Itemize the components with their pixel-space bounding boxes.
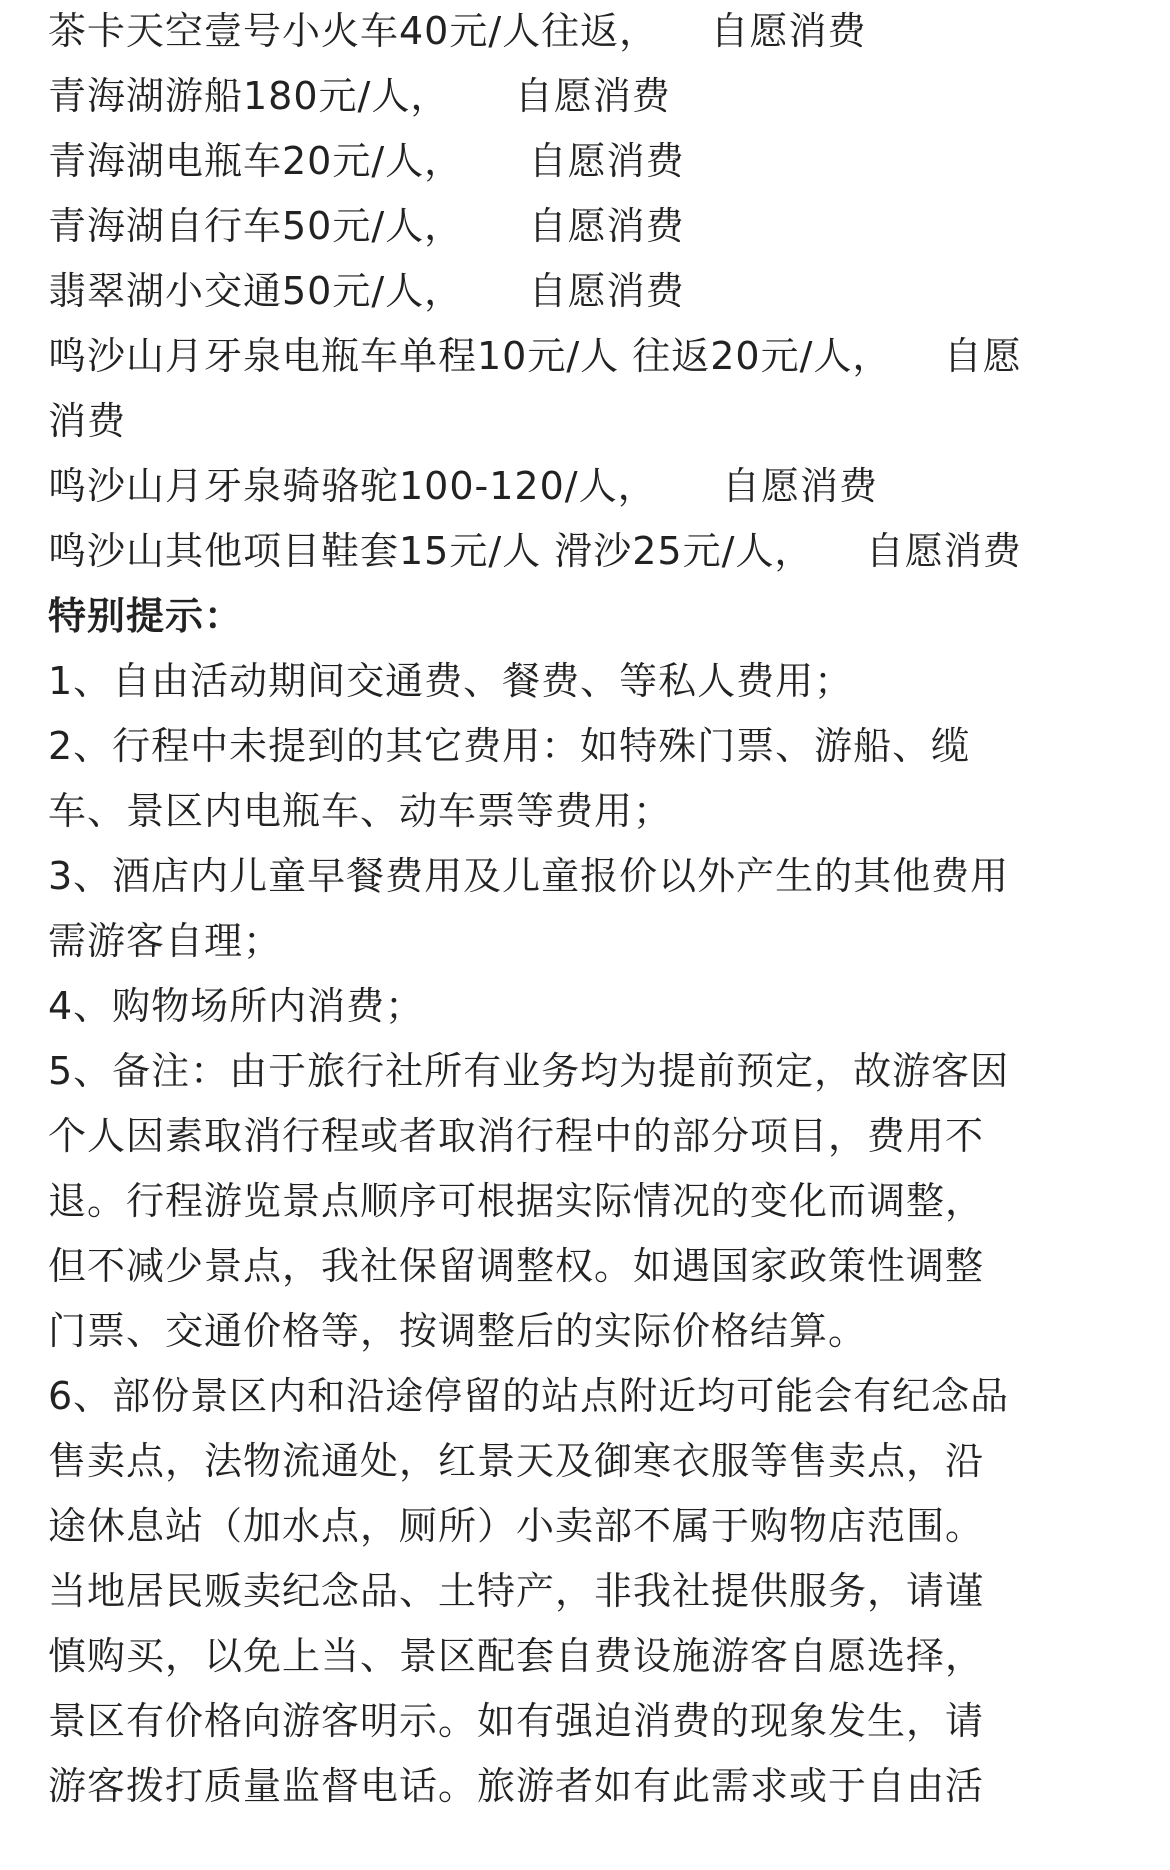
- tip-line: 个人因素取消行程或者取消行程中的部分项目，费用不: [48, 1114, 985, 1158]
- section-title: 特别提示：: [48, 594, 244, 638]
- fee-item-text: 青海湖电瓶车20元/人，: [48, 139, 464, 183]
- fee-item-text: 茶卡天空壹号小火车40元/人往返，: [48, 9, 659, 53]
- fee-item-note: 自愿消费: [721, 464, 878, 508]
- fee-item-continuation: [48, 389, 1128, 454]
- fee-item-gap: [463, 204, 528, 248]
- fee-item: [48, 129, 1128, 194]
- fee-item-note: 自愿消费: [865, 529, 1022, 573]
- tip-line: 游客拨打质量监督电话。旅游者如有此需求或于自由活: [48, 1764, 985, 1808]
- fee-item-text: 鸣沙山月牙泉骑骆驼100-120/人，: [48, 464, 657, 508]
- fee-item-gap: [658, 9, 710, 53]
- fee-item-text: 青海湖自行车50元/人，: [48, 204, 464, 248]
- fee-item-text: 鸣沙山其他项目鞋套15元/人 滑沙25元/人，: [48, 529, 814, 573]
- fee-item-text: 青海湖游船180元/人，: [48, 74, 450, 118]
- fee-item: [48, 519, 1128, 584]
- tip-line: 门票、交通价格等，按调整后的实际价格结算。: [48, 1309, 868, 1353]
- tip-line: 慎购买，以免上当、景区配套自费设施游客自愿选择，: [48, 1634, 985, 1678]
- tip-line: 需游客自理；: [48, 919, 283, 963]
- fee-item-gap: [449, 74, 514, 118]
- fee-item: [48, 324, 1128, 389]
- fee-item-note: 自愿消费: [528, 269, 685, 313]
- tip-line: 当地居民贩卖纪念品、土特产，非我社提供服务，请谨: [48, 1569, 985, 1613]
- tip-line: 4、购物场所内消费；: [48, 984, 425, 1028]
- fee-item-note: 自愿消费: [514, 74, 671, 118]
- fee-item: [48, 259, 1128, 324]
- fee-item-gap: [813, 529, 865, 573]
- fee-item-note: 消费: [48, 399, 127, 443]
- fee-item: [48, 194, 1128, 259]
- fee-item-gap: [463, 269, 528, 313]
- document-page: [48, 0, 1128, 1819]
- tip-line: 但不减少景点，我社保留调整权。如遇国家政策性调整: [48, 1244, 985, 1288]
- fee-item-text: 翡翠湖小交通50元/人，: [48, 269, 464, 313]
- fee-item: [48, 64, 1128, 129]
- fee-item: [48, 0, 1128, 64]
- fee-item-note: 自愿消费: [710, 9, 867, 53]
- tip-line: 景区有价格向游客明示。如有强迫消费的现象发生，请: [48, 1699, 985, 1743]
- fee-item-note: 自愿消费: [528, 139, 685, 183]
- fee-item: [48, 454, 1128, 519]
- tip-line: 6、部份景区内和沿途停留的站点附近均可能会有纪念品: [48, 1374, 1010, 1418]
- tip-line: 售卖点，法物流通处，红景天及御寒衣服等售卖点，沿: [48, 1439, 985, 1483]
- tip-line: 途休息站（加水点，厕所）小卖部不属于购物店范围。: [48, 1504, 985, 1548]
- fee-item-gap: [657, 464, 722, 508]
- fee-item-note: 自愿: [943, 334, 1022, 378]
- tip-line: 5、备注：由于旅行社所有业务均为提前预定，故游客因: [48, 1049, 1010, 1093]
- tip-line: 3、酒店内儿童早餐费用及儿童报价以外产生的其他费用: [48, 854, 1010, 898]
- tip-line: 车、景区内电瓶车、动车票等费用；: [48, 789, 673, 833]
- fee-item-gap: [891, 334, 943, 378]
- tip-line: 1、自由活动期间交通费、餐费、等私人费用；: [48, 659, 854, 703]
- fee-item-text: 鸣沙山月牙泉电瓶车单程10元/人 往返20元/人，: [48, 334, 892, 378]
- fee-item-note: 自愿消费: [528, 204, 685, 248]
- tip-line: 退。行程游览景点顺序可根据实际情况的变化而调整，: [48, 1179, 985, 1223]
- tip-line: 2、行程中未提到的其它费用：如特殊门票、游船、缆: [48, 724, 971, 768]
- fee-item-gap: [463, 139, 528, 183]
